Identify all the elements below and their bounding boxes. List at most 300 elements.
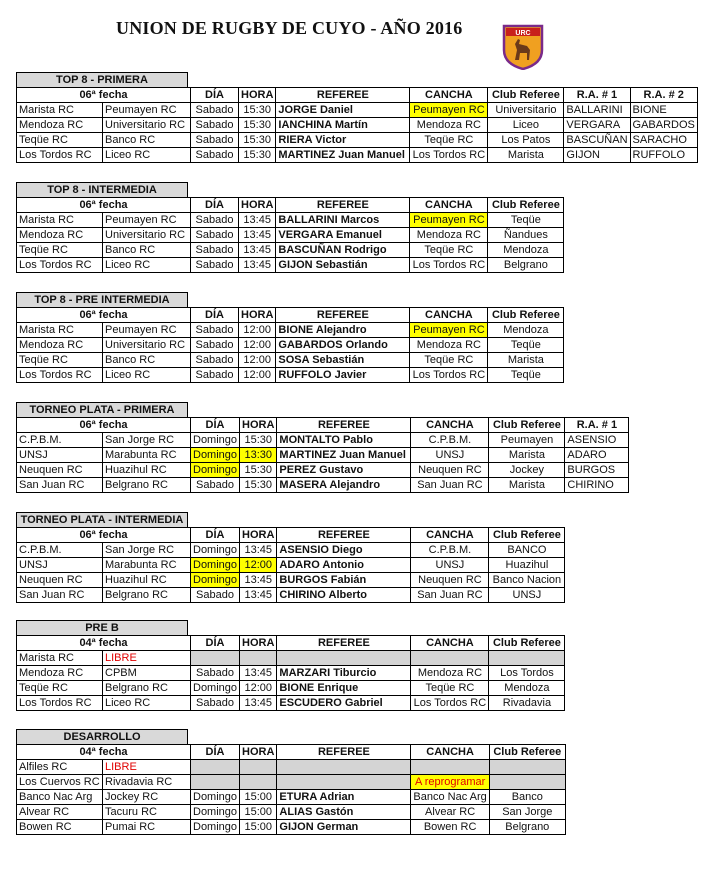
day-cell: Sabado <box>191 478 240 493</box>
referee-cell: BASCUÑAN Rodrigo <box>276 243 410 258</box>
time-cell: 13:45 <box>239 213 276 228</box>
home-team-cell: Los Tordos RC <box>17 696 103 711</box>
club-referee-cell: Marista <box>488 353 564 368</box>
referee-cell: MARTINEZ Juan Manuel <box>276 148 410 163</box>
club-referee-cell: Jockey <box>489 463 565 478</box>
ra1-cell: ASENSIO <box>565 433 629 448</box>
column-header-ra1: R.A. # 1 <box>565 418 629 433</box>
column-header-referee: REFEREE <box>276 88 410 103</box>
referee-cell <box>277 760 411 775</box>
venue-cell: Mendoza RC <box>411 666 489 681</box>
table-row <box>17 543 565 558</box>
ra2-cell: BIONE <box>630 103 697 118</box>
referee-cell: IANCHINA Martín <box>276 118 410 133</box>
column-header-club_referee: Club Referee <box>488 88 564 103</box>
venue-cell: Teqüe RC <box>411 681 489 696</box>
away-team-cell: Banco RC <box>103 243 191 258</box>
club-referee-cell: Rivadavia <box>489 696 565 711</box>
day-cell: Domingo <box>191 463 240 478</box>
club-referee-cell: Belgrano <box>489 820 565 835</box>
time-cell: 13:45 <box>240 588 277 603</box>
time-cell <box>240 775 277 790</box>
referee-cell: BIONE Enrique <box>277 681 411 696</box>
header-row <box>17 745 566 760</box>
club-referee-cell: Universitario <box>488 103 564 118</box>
time-cell: 13:45 <box>240 543 277 558</box>
club-referee-cell <box>489 760 565 775</box>
ra2-cell: RUFFOLO <box>630 148 697 163</box>
day-cell: Sabado <box>191 588 240 603</box>
venue-cell: Mendoza RC <box>410 338 488 353</box>
column-header-cancha: CANCHA <box>410 308 488 323</box>
table-row <box>17 258 564 273</box>
time-cell: 15:30 <box>240 478 277 493</box>
section-1 <box>16 182 564 273</box>
club-referee-cell: Liceo <box>488 118 564 133</box>
home-team-cell: Teqüe RC <box>17 681 103 696</box>
column-header-club_referee: Club Referee <box>489 528 565 543</box>
home-team-cell: Los Tordos RC <box>17 368 103 383</box>
away-team-cell: Liceo RC <box>103 368 191 383</box>
venue-cell: San Juan RC <box>411 588 489 603</box>
time-cell: 12:00 <box>239 368 276 383</box>
column-header-club_referee: Club Referee <box>489 636 565 651</box>
time-cell: 13:45 <box>240 573 277 588</box>
referee-cell <box>277 775 411 790</box>
referee-cell: ETURA Adrian <box>277 790 411 805</box>
table-row <box>17 478 629 493</box>
away-team-cell: Belgrano RC <box>103 588 191 603</box>
away-team-cell: Universitario RC <box>103 118 191 133</box>
club-referee-cell: Marista <box>489 478 565 493</box>
club-referee-cell: Los Tordos <box>489 666 565 681</box>
club-referee-cell: BANCO <box>489 543 565 558</box>
away-team-cell: Universitario RC <box>103 228 191 243</box>
column-header-dia: DÍA <box>191 88 239 103</box>
home-team-cell: C.P.B.M. <box>17 433 103 448</box>
away-team-cell: Tacuru RC <box>103 805 191 820</box>
table-row <box>17 148 698 163</box>
ra1-cell: BURGOS <box>565 463 629 478</box>
table-row <box>17 228 564 243</box>
fixture-table <box>16 417 629 493</box>
venue-cell: Mendoza RC <box>410 228 488 243</box>
fecha-label: 06ª fecha <box>17 308 191 323</box>
away-team-cell: Universitario RC <box>103 338 191 353</box>
home-team-cell: Teqüe RC <box>17 243 103 258</box>
column-header-hora: HORA <box>240 528 277 543</box>
club-referee-cell <box>489 775 565 790</box>
column-header-club_referee: Club Referee <box>488 308 564 323</box>
home-team-cell: Mendoza RC <box>17 118 103 133</box>
time-cell: 13:45 <box>239 228 276 243</box>
header-row <box>17 198 564 213</box>
venue-cell: Mendoza RC <box>410 118 488 133</box>
time-cell: 13:30 <box>240 448 277 463</box>
table-row <box>17 323 564 338</box>
home-team-cell: Los Cuervos RC <box>17 775 103 790</box>
club-referee-cell: Marista <box>489 448 565 463</box>
fixture-table <box>16 635 565 711</box>
table-row <box>17 805 566 820</box>
time-cell: 15:30 <box>239 148 276 163</box>
day-cell: Domingo <box>191 790 240 805</box>
club-referee-cell: Los Patos <box>488 133 564 148</box>
section-title: PRE B <box>16 620 188 635</box>
day-cell: Domingo <box>191 805 240 820</box>
header-row <box>17 308 564 323</box>
day-cell: Sabado <box>191 118 239 133</box>
home-team-cell: Teqüe RC <box>17 133 103 148</box>
home-team-cell: UNSJ <box>17 448 103 463</box>
away-team-cell: LIBRE <box>103 651 191 666</box>
ra2-cell: GABARDOS <box>630 118 697 133</box>
day-cell: Domingo <box>191 820 240 835</box>
table-row <box>17 790 566 805</box>
fixture-table <box>16 527 565 603</box>
club-referee-cell: San Jorge <box>489 805 565 820</box>
time-cell: 15:30 <box>239 133 276 148</box>
time-cell: 15:00 <box>240 805 277 820</box>
time-cell: 15:30 <box>239 118 276 133</box>
column-header-hora: HORA <box>240 418 277 433</box>
day-cell: Sabado <box>191 666 240 681</box>
referee-cell: MASERA Alejandro <box>277 478 411 493</box>
column-header-referee: REFEREE <box>277 636 411 651</box>
time-cell: 12:00 <box>240 681 277 696</box>
away-team-cell: Rivadavia RC <box>103 775 191 790</box>
referee-cell: SOSA Sebastián <box>276 353 410 368</box>
referee-cell: MONTALTO Pablo <box>277 433 411 448</box>
club-referee-cell: UNSJ <box>489 588 565 603</box>
away-team-cell: Liceo RC <box>103 696 191 711</box>
home-team-cell: Marista RC <box>17 651 103 666</box>
column-header-dia: DÍA <box>191 745 240 760</box>
venue-cell <box>411 651 489 666</box>
club-referee-cell: Teqüe <box>488 338 564 353</box>
venue-cell: Teqüe RC <box>410 353 488 368</box>
referee-cell: GIJON Sebastián <box>276 258 410 273</box>
club-referee-cell: Marista <box>488 148 564 163</box>
referee-cell: JORGE Daniel <box>276 103 410 118</box>
away-team-cell: Marabunta RC <box>103 448 191 463</box>
home-team-cell: Mendoza RC <box>17 228 103 243</box>
venue-cell: Teqüe RC <box>410 243 488 258</box>
column-header-dia: DÍA <box>191 198 239 213</box>
section-title: DESARROLLO <box>16 729 188 744</box>
column-header-ra1: R.A. # 1 <box>564 88 630 103</box>
referee-cell: ASENSIO Diego <box>277 543 411 558</box>
column-header-club_referee: Club Referee <box>489 745 565 760</box>
table-row <box>17 588 565 603</box>
away-team-cell: Banco RC <box>103 353 191 368</box>
referee-cell: ADARO Antonio <box>277 558 411 573</box>
referee-cell: ALIAS Gastón <box>277 805 411 820</box>
day-cell: Domingo <box>191 433 240 448</box>
day-cell: Sabado <box>191 148 239 163</box>
time-cell: 15:00 <box>240 820 277 835</box>
home-team-cell: Alfiles RC <box>17 760 103 775</box>
day-cell <box>191 775 240 790</box>
section-6 <box>16 729 566 835</box>
urc-logo <box>502 24 544 70</box>
time-cell: 12:00 <box>239 338 276 353</box>
club-referee-cell: Mendoza <box>488 323 564 338</box>
away-team-cell: CPBM <box>103 666 191 681</box>
column-header-hora: HORA <box>240 636 277 651</box>
time-cell: 12:00 <box>239 353 276 368</box>
venue-cell: C.P.B.M. <box>411 433 489 448</box>
time-cell: 13:45 <box>239 258 276 273</box>
column-header-dia: DÍA <box>191 308 239 323</box>
column-header-hora: HORA <box>240 745 277 760</box>
section-0 <box>16 72 698 163</box>
club-referee-cell: Ñandues <box>488 228 564 243</box>
column-header-club_referee: Club Referee <box>489 418 565 433</box>
away-team-cell: Peumayen RC <box>103 323 191 338</box>
ra1-cell: CHIRINO <box>565 478 629 493</box>
fecha-label: 06ª fecha <box>17 528 191 543</box>
header-row <box>17 636 565 651</box>
table-row <box>17 651 565 666</box>
referee-cell: BIONE Alejandro <box>276 323 410 338</box>
section-title: TORNEO PLATA - PRIMERA <box>16 402 188 417</box>
venue-cell: Peumayen RC <box>410 323 488 338</box>
day-cell: Sabado <box>191 228 239 243</box>
section-title: TOP 8 - PRE INTERMEDIA <box>16 292 188 307</box>
referee-cell: MARTINEZ Juan Manuel <box>277 448 411 463</box>
referee-cell: BURGOS Fabián <box>277 573 411 588</box>
club-referee-cell: Teqüe <box>488 213 564 228</box>
ra1-cell: VERGARA <box>564 118 630 133</box>
table-row <box>17 820 566 835</box>
venue-cell: Teqüe RC <box>410 133 488 148</box>
home-team-cell: Teqüe RC <box>17 353 103 368</box>
ra1-cell: BALLARINI <box>564 103 630 118</box>
venue-cell: Alvear RC <box>411 805 489 820</box>
referee-cell <box>277 651 411 666</box>
column-header-ra2: R.A. # 2 <box>630 88 697 103</box>
home-team-cell: Mendoza RC <box>17 666 103 681</box>
home-team-cell: Neuquen RC <box>17 573 103 588</box>
away-team-cell: Huazihul RC <box>103 463 191 478</box>
fixture-table <box>16 744 566 835</box>
venue-cell: Los Tordos RC <box>411 696 489 711</box>
away-team-cell: Belgrano RC <box>103 681 191 696</box>
table-row <box>17 760 566 775</box>
day-cell: Sabado <box>191 368 239 383</box>
day-cell <box>191 760 240 775</box>
away-team-cell: San Jorge RC <box>103 433 191 448</box>
table-row <box>17 448 629 463</box>
venue-cell: San Juan RC <box>411 478 489 493</box>
away-team-cell: Liceo RC <box>103 148 191 163</box>
time-cell: 13:45 <box>240 666 277 681</box>
away-team-cell: Peumayen RC <box>103 103 191 118</box>
fecha-label: 06ª fecha <box>17 418 191 433</box>
time-cell: 12:00 <box>240 558 277 573</box>
venue-cell: C.P.B.M. <box>411 543 489 558</box>
day-cell: Sabado <box>191 353 239 368</box>
day-cell: Sabado <box>191 338 239 353</box>
time-cell: 13:45 <box>240 696 277 711</box>
table-row <box>17 433 629 448</box>
referee-cell: MARZARI Tiburcio <box>277 666 411 681</box>
venue-cell: UNSJ <box>411 448 489 463</box>
ra2-cell: SARACHO <box>630 133 697 148</box>
column-header-referee: REFEREE <box>277 528 411 543</box>
table-row <box>17 243 564 258</box>
day-cell: Sabado <box>191 103 239 118</box>
venue-cell: UNSJ <box>411 558 489 573</box>
section-3 <box>16 402 629 493</box>
fecha-label: 04ª fecha <box>17 745 191 760</box>
day-cell: Sabado <box>191 133 239 148</box>
ra1-cell: GIJON <box>564 148 630 163</box>
section-title: TOP 8 - PRIMERA <box>16 72 188 87</box>
table-row <box>17 353 564 368</box>
ra1-cell: BASCUÑAN <box>564 133 630 148</box>
venue-cell: Los Tordos RC <box>410 368 488 383</box>
referee-cell: GIJON German <box>277 820 411 835</box>
column-header-dia: DÍA <box>191 418 240 433</box>
section-title: TOP 8 - INTERMEDIA <box>16 182 188 197</box>
away-team-cell: Liceo RC <box>103 258 191 273</box>
away-team-cell: Marabunta RC <box>103 558 191 573</box>
away-team-cell: Huazihul RC <box>103 573 191 588</box>
fixture-table <box>16 307 564 383</box>
away-team-cell: Banco RC <box>103 133 191 148</box>
club-referee-cell <box>489 651 565 666</box>
column-header-referee: REFEREE <box>276 198 410 213</box>
club-referee-cell: Mendoza <box>489 681 565 696</box>
table-row <box>17 368 564 383</box>
day-cell: Sabado <box>191 258 239 273</box>
home-team-cell: Alvear RC <box>17 805 103 820</box>
column-header-dia: DÍA <box>191 528 240 543</box>
club-referee-cell: Teqüe <box>488 368 564 383</box>
section-title: TORNEO PLATA - INTERMEDIA <box>16 512 188 527</box>
referee-cell: ESCUDERO Gabriel <box>277 696 411 711</box>
column-header-cancha: CANCHA <box>411 745 489 760</box>
day-cell: Sabado <box>191 323 239 338</box>
home-team-cell: San Juan RC <box>17 478 103 493</box>
home-team-cell: Los Tordos RC <box>17 258 103 273</box>
column-header-dia: DÍA <box>191 636 240 651</box>
referee-cell: RUFFOLO Javier <box>276 368 410 383</box>
away-team-cell: Jockey RC <box>103 790 191 805</box>
table-row <box>17 558 565 573</box>
column-header-referee: REFEREE <box>276 308 410 323</box>
time-cell: 12:00 <box>239 323 276 338</box>
day-cell: Sabado <box>191 243 239 258</box>
club-referee-cell: Banco <box>489 790 565 805</box>
away-team-cell: Peumayen RC <box>103 213 191 228</box>
table-row <box>17 133 698 148</box>
table-row <box>17 103 698 118</box>
home-team-cell: Bowen RC <box>17 820 103 835</box>
club-referee-cell: Huazihul <box>489 558 565 573</box>
venue-cell: Peumayen RC <box>410 213 488 228</box>
fecha-label: 06ª fecha <box>17 198 191 213</box>
venue-cell: A reprogramar <box>411 775 489 790</box>
venue-cell: Neuquen RC <box>411 463 489 478</box>
home-team-cell: Mendoza RC <box>17 338 103 353</box>
day-cell: Domingo <box>191 558 240 573</box>
table-row <box>17 463 629 478</box>
table-row <box>17 681 565 696</box>
home-team-cell: C.P.B.M. <box>17 543 103 558</box>
table-row <box>17 573 565 588</box>
fecha-label: 06ª fecha <box>17 88 191 103</box>
table-row <box>17 213 564 228</box>
time-cell: 15:30 <box>239 103 276 118</box>
club-referee-cell: Mendoza <box>488 243 564 258</box>
home-team-cell: Marista RC <box>17 213 103 228</box>
column-header-cancha: CANCHA <box>411 418 489 433</box>
column-header-cancha: CANCHA <box>411 636 489 651</box>
table-row <box>17 666 565 681</box>
home-team-cell: Banco Nac Arg <box>17 790 103 805</box>
table-row <box>17 338 564 353</box>
club-referee-cell: Banco Nacion <box>489 573 565 588</box>
column-header-cancha: CANCHA <box>410 198 488 213</box>
time-cell: 15:30 <box>240 433 277 448</box>
column-header-club_referee: Club Referee <box>488 198 564 213</box>
referee-cell: BALLARINI Marcos <box>276 213 410 228</box>
svg-text:URC: URC <box>515 30 531 37</box>
day-cell: Domingo <box>191 573 240 588</box>
section-5 <box>16 620 565 711</box>
club-referee-cell: Belgrano <box>488 258 564 273</box>
table-row <box>17 775 566 790</box>
home-team-cell: Marista RC <box>17 323 103 338</box>
home-team-cell: Marista RC <box>17 103 103 118</box>
venue-cell <box>411 760 489 775</box>
day-cell: Domingo <box>191 681 240 696</box>
column-header-cancha: CANCHA <box>411 528 489 543</box>
away-team-cell: Belgrano RC <box>103 478 191 493</box>
column-header-hora: HORA <box>239 308 276 323</box>
referee-cell: CHIRINO Alberto <box>277 588 411 603</box>
day-cell <box>191 651 240 666</box>
column-header-hora: HORA <box>239 88 276 103</box>
section-4 <box>16 512 565 603</box>
time-cell: 15:30 <box>240 463 277 478</box>
club-referee-cell: Peumayen <box>489 433 565 448</box>
header-row <box>17 528 565 543</box>
time-cell: 15:00 <box>240 790 277 805</box>
section-2 <box>16 292 564 383</box>
referee-cell: GABARDOS Orlando <box>276 338 410 353</box>
fecha-label: 04ª fecha <box>17 636 191 651</box>
home-team-cell: Los Tordos RC <box>17 148 103 163</box>
venue-cell: Neuquen RC <box>411 573 489 588</box>
referee-cell: PEREZ Gustavo <box>277 463 411 478</box>
venue-cell: Peumayen RC <box>410 103 488 118</box>
venue-cell: Banco Nac Arg <box>411 790 489 805</box>
column-header-referee: REFEREE <box>277 418 411 433</box>
referee-cell: VERGARA Emanuel <box>276 228 410 243</box>
table-row <box>17 118 698 133</box>
table-row <box>17 696 565 711</box>
header-row <box>17 88 698 103</box>
column-header-hora: HORA <box>239 198 276 213</box>
home-team-cell: San Juan RC <box>17 588 103 603</box>
venue-cell: Los Tordos RC <box>410 148 488 163</box>
away-team-cell: Pumai RC <box>103 820 191 835</box>
fixture-table <box>16 197 564 273</box>
